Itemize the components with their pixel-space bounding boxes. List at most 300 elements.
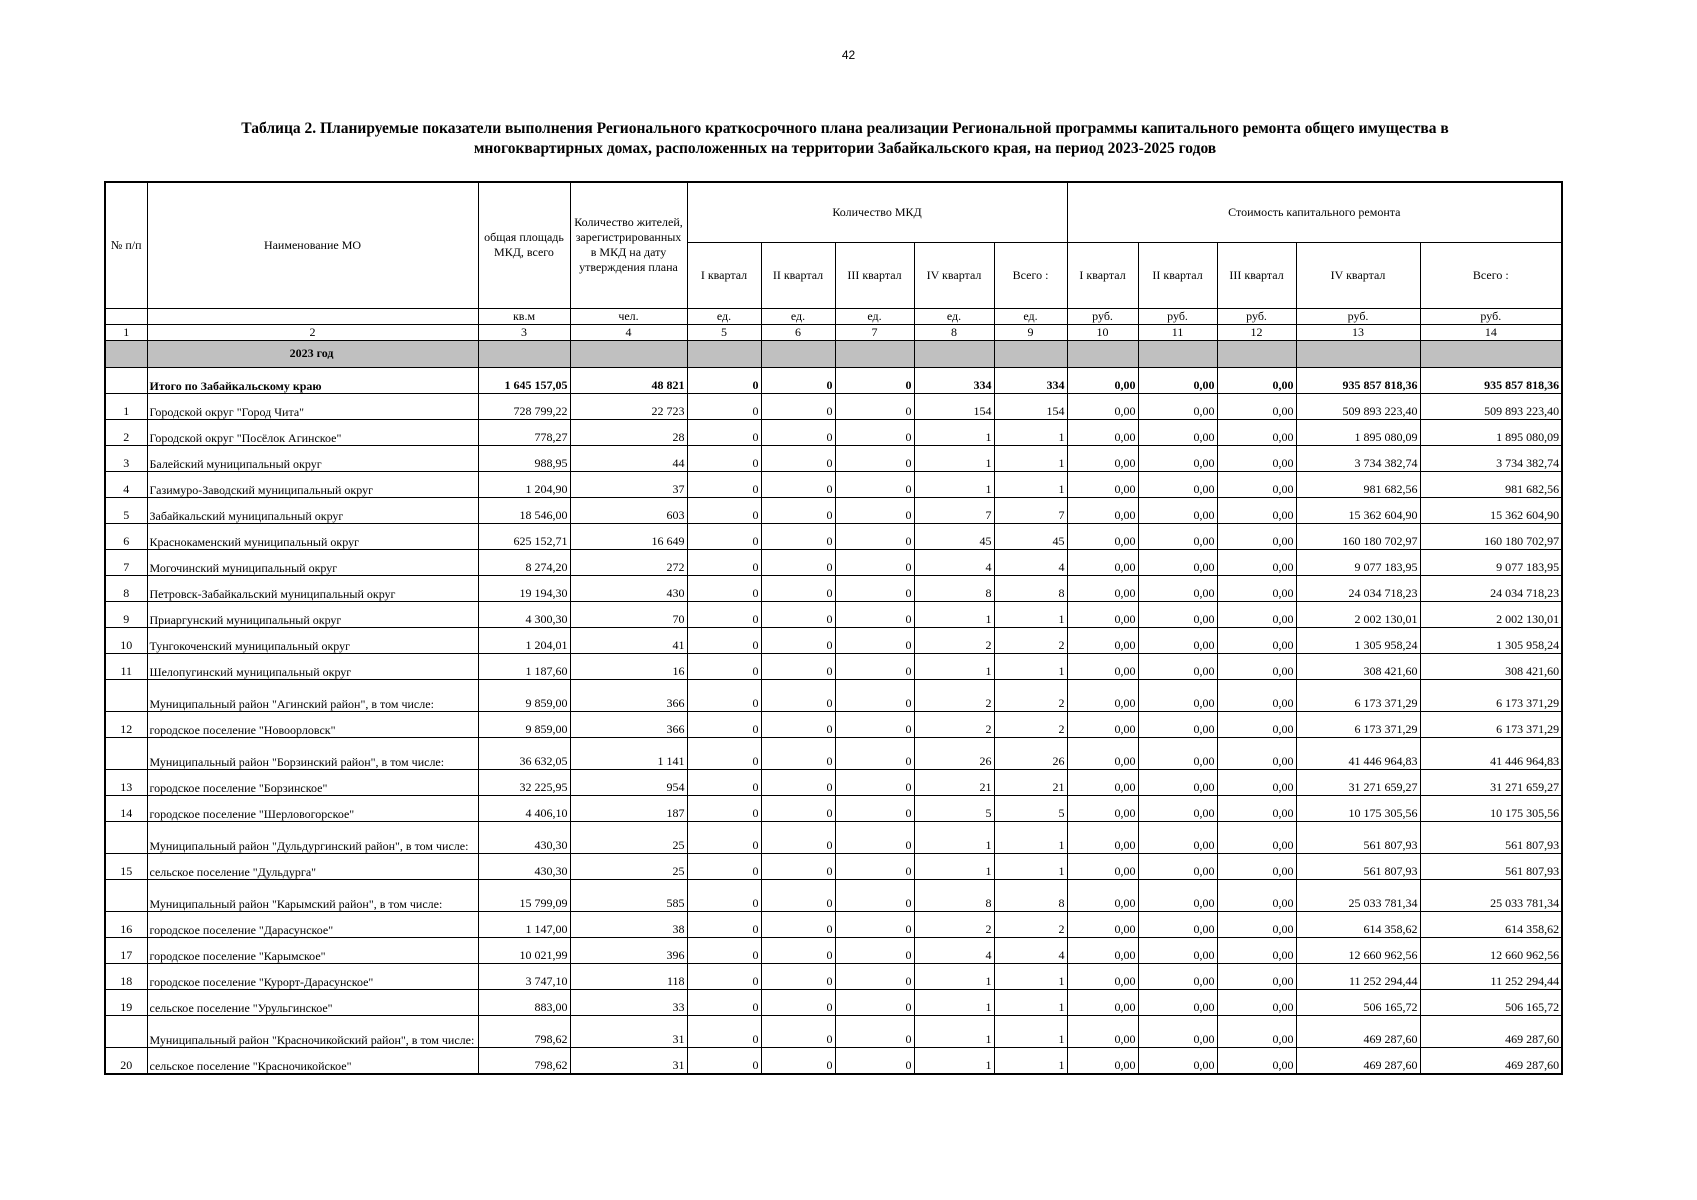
- row-mkd-q4: 1: [914, 1047, 994, 1074]
- row-mkd-q1: 0: [687, 911, 761, 937]
- row-area: 4 406,10: [478, 795, 570, 821]
- row-mkd-q1: 0: [687, 879, 761, 911]
- row-cost-q3: 0,00: [1217, 769, 1296, 795]
- row-number: [105, 879, 147, 911]
- header-mkd-q1: I квартал: [687, 242, 761, 308]
- row-cost-q2: 0,00: [1138, 497, 1217, 523]
- row-cost-q4: 308 421,60: [1296, 653, 1420, 679]
- row-name: Петровск-Забайкальский муниципальный округ: [147, 575, 478, 601]
- row-name: Итого по Забайкальскому краю: [147, 367, 478, 393]
- row-mkd-q3: 0: [835, 497, 914, 523]
- unit-cell: ед.: [761, 308, 835, 324]
- row-number: 3: [105, 445, 147, 471]
- row-mkd-q4: 26: [914, 737, 994, 769]
- row-mkd-q1: 0: [687, 937, 761, 963]
- table-row: [105, 653, 1562, 679]
- row-cost-q1: 0,00: [1067, 679, 1138, 711]
- row-cost-q1: 0,00: [1067, 419, 1138, 445]
- header-cost-q2: II квартал: [1138, 242, 1217, 308]
- row-cost-q4: 15 362 604,90: [1296, 497, 1420, 523]
- row-cost-total: 1 305 958,24: [1420, 627, 1562, 653]
- row-name: Шелопугинский муниципальный округ: [147, 653, 478, 679]
- table-row: [105, 853, 1562, 879]
- title-line-2: многоквартирных домах, расположенных на территории Забайкальского края, на период 2023-2025 годов: [473, 140, 1217, 157]
- row-cost-q4: 981 682,56: [1296, 471, 1420, 497]
- row-mkd-q2: 0: [761, 367, 835, 393]
- row-area: 9 859,00: [478, 679, 570, 711]
- row-residents: 25: [570, 853, 687, 879]
- table-title: [130, 119, 1560, 159]
- row-cost-q3: 0,00: [1217, 989, 1296, 1015]
- row-mkd-total: 1: [994, 1047, 1067, 1074]
- row-number: [105, 679, 147, 711]
- row-cost-q3: 0,00: [1217, 549, 1296, 575]
- row-cost-total: 3 734 382,74: [1420, 445, 1562, 471]
- table-row: [105, 679, 1562, 711]
- column-number-cell: 1: [105, 324, 147, 340]
- row-cost-q3: 0,00: [1217, 653, 1296, 679]
- unit-cell: ед.: [994, 308, 1067, 324]
- row-mkd-q2: 0: [761, 737, 835, 769]
- row-cost-total: 561 807,93: [1420, 853, 1562, 879]
- row-number: 10: [105, 627, 147, 653]
- header-num: № п/п: [105, 182, 147, 308]
- row-mkd-total: 1: [994, 653, 1067, 679]
- row-mkd-total: 5: [994, 795, 1067, 821]
- column-number-cell: 7: [835, 324, 914, 340]
- row-number: 20: [105, 1047, 147, 1074]
- row-cost-q3: 0,00: [1217, 367, 1296, 393]
- row-cost-q3: 0,00: [1217, 601, 1296, 627]
- row-mkd-q3: 0: [835, 1015, 914, 1047]
- row-cost-q1: 0,00: [1067, 601, 1138, 627]
- column-number-cell: 6: [761, 324, 835, 340]
- row-cost-q2: 0,00: [1138, 575, 1217, 601]
- row-area: 798,62: [478, 1047, 570, 1074]
- row-cost-q2: 0,00: [1138, 737, 1217, 769]
- row-mkd-q2: 0: [761, 963, 835, 989]
- unit-cell: [105, 308, 147, 324]
- unit-cell: руб.: [1217, 308, 1296, 324]
- row-mkd-q2: 0: [761, 471, 835, 497]
- row-mkd-total: 2: [994, 679, 1067, 711]
- column-numbers-row: [105, 324, 1562, 340]
- row-cost-q4: 561 807,93: [1296, 853, 1420, 879]
- row-cost-q4: 6 173 371,29: [1296, 711, 1420, 737]
- row-name: Балейский муниципальный округ: [147, 445, 478, 471]
- row-cost-q4: 12 660 962,56: [1296, 937, 1420, 963]
- row-cost-total: 935 857 818,36: [1420, 367, 1562, 393]
- row-cost-q1: 0,00: [1067, 393, 1138, 419]
- table-row: [105, 497, 1562, 523]
- row-number: 6: [105, 523, 147, 549]
- column-number-cell: 12: [1217, 324, 1296, 340]
- row-mkd-q4: 1: [914, 445, 994, 471]
- row-cost-total: 981 682,56: [1420, 471, 1562, 497]
- row-number: 13: [105, 769, 147, 795]
- header-cost-q4: IV квартал: [1296, 242, 1420, 308]
- header-name: Наименование МО: [147, 182, 478, 308]
- row-cost-q2: 0,00: [1138, 937, 1217, 963]
- row-cost-q1: 0,00: [1067, 879, 1138, 911]
- unit-cell: чел.: [570, 308, 687, 324]
- row-cost-q1: 0,00: [1067, 575, 1138, 601]
- row-cost-q2: 0,00: [1138, 419, 1217, 445]
- year-cell-empty: [1296, 340, 1420, 367]
- row-cost-total: 24 034 718,23: [1420, 575, 1562, 601]
- row-residents: 603: [570, 497, 687, 523]
- table-row: [105, 1047, 1562, 1074]
- row-mkd-q2: 0: [761, 769, 835, 795]
- unit-cell: руб.: [1296, 308, 1420, 324]
- table-row: [105, 523, 1562, 549]
- row-mkd-q2: 0: [761, 711, 835, 737]
- column-number-cell: 5: [687, 324, 761, 340]
- row-cost-q2: 0,00: [1138, 769, 1217, 795]
- row-mkd-q2: 0: [761, 1047, 835, 1074]
- row-cost-total: 25 033 781,34: [1420, 879, 1562, 911]
- row-mkd-q3: 0: [835, 393, 914, 419]
- row-mkd-q3: 0: [835, 601, 914, 627]
- row-residents: 187: [570, 795, 687, 821]
- row-cost-q2: 0,00: [1138, 963, 1217, 989]
- row-mkd-q4: 1: [914, 653, 994, 679]
- row-mkd-q1: 0: [687, 549, 761, 575]
- row-mkd-q3: 0: [835, 737, 914, 769]
- row-mkd-total: 8: [994, 575, 1067, 601]
- row-residents: 430: [570, 575, 687, 601]
- row-mkd-q2: 0: [761, 821, 835, 853]
- row-mkd-q4: 2: [914, 627, 994, 653]
- row-cost-q4: 469 287,60: [1296, 1015, 1420, 1047]
- row-mkd-q4: 334: [914, 367, 994, 393]
- row-name: Тунгокоченский муниципальный округ: [147, 627, 478, 653]
- row-mkd-q4: 7: [914, 497, 994, 523]
- row-mkd-q1: 0: [687, 367, 761, 393]
- row-area: 1 187,60: [478, 653, 570, 679]
- row-area: 883,00: [478, 989, 570, 1015]
- row-cost-q3: 0,00: [1217, 911, 1296, 937]
- row-cost-q2: 0,00: [1138, 393, 1217, 419]
- column-number-cell: 11: [1138, 324, 1217, 340]
- row-name: Забайкальский муниципальный округ: [147, 497, 478, 523]
- row-residents: 38: [570, 911, 687, 937]
- row-mkd-q1: 0: [687, 419, 761, 445]
- row-cost-q1: 0,00: [1067, 445, 1138, 471]
- row-mkd-q3: 0: [835, 627, 914, 653]
- row-mkd-q3: 0: [835, 853, 914, 879]
- unit-cell: [147, 308, 478, 324]
- row-cost-q4: 41 446 964,83: [1296, 737, 1420, 769]
- row-residents: 272: [570, 549, 687, 575]
- table-row: [105, 737, 1562, 769]
- row-mkd-q2: 0: [761, 419, 835, 445]
- row-number: 11: [105, 653, 147, 679]
- row-mkd-total: 1: [994, 445, 1067, 471]
- table-row: [105, 393, 1562, 419]
- row-mkd-total: 26: [994, 737, 1067, 769]
- row-cost-q1: 0,00: [1067, 711, 1138, 737]
- row-mkd-q3: 0: [835, 879, 914, 911]
- row-mkd-total: 4: [994, 937, 1067, 963]
- row-number: 8: [105, 575, 147, 601]
- row-cost-q1: 0,00: [1067, 737, 1138, 769]
- header-residents: Количество жителей, зарегистрированных в МКД на дату утверждения плана: [570, 182, 687, 308]
- row-cost-q2: 0,00: [1138, 601, 1217, 627]
- unit-cell: ед.: [914, 308, 994, 324]
- row-cost-q4: 9 077 183,95: [1296, 549, 1420, 575]
- row-number: 16: [105, 911, 147, 937]
- row-cost-total: 6 173 371,29: [1420, 711, 1562, 737]
- row-mkd-q3: 0: [835, 471, 914, 497]
- row-number: 14: [105, 795, 147, 821]
- row-area: 798,62: [478, 1015, 570, 1047]
- row-cost-q4: 31 271 659,27: [1296, 769, 1420, 795]
- header-mkd-group: Количество МКД: [687, 182, 1067, 242]
- row-mkd-q4: 5: [914, 795, 994, 821]
- row-name: Муниципальный район "Дульдургинский район", в том числе:: [147, 821, 478, 853]
- row-mkd-q4: 1: [914, 963, 994, 989]
- row-number: [105, 1015, 147, 1047]
- row-cost-q2: 0,00: [1138, 911, 1217, 937]
- row-cost-q4: 25 033 781,34: [1296, 879, 1420, 911]
- row-area: 1 204,90: [478, 471, 570, 497]
- row-area: 32 225,95: [478, 769, 570, 795]
- year-cell-empty: [1138, 340, 1217, 367]
- row-cost-total: 469 287,60: [1420, 1015, 1562, 1047]
- unit-cell: руб.: [1067, 308, 1138, 324]
- row-residents: 31: [570, 1015, 687, 1047]
- row-area: 430,30: [478, 821, 570, 853]
- row-mkd-total: 45: [994, 523, 1067, 549]
- row-mkd-total: 1: [994, 601, 1067, 627]
- row-cost-total: 41 446 964,83: [1420, 737, 1562, 769]
- row-cost-q2: 0,00: [1138, 445, 1217, 471]
- row-mkd-q4: 1: [914, 853, 994, 879]
- row-mkd-q3: 0: [835, 937, 914, 963]
- header-cost-total: Всего :: [1420, 242, 1562, 308]
- row-cost-q4: 24 034 718,23: [1296, 575, 1420, 601]
- row-mkd-total: 4: [994, 549, 1067, 575]
- row-number: 18: [105, 963, 147, 989]
- row-cost-q3: 0,00: [1217, 419, 1296, 445]
- row-mkd-q1: 0: [687, 769, 761, 795]
- row-mkd-q4: 1: [914, 821, 994, 853]
- row-mkd-q2: 0: [761, 937, 835, 963]
- row-cost-q2: 0,00: [1138, 1047, 1217, 1074]
- row-mkd-q1: 0: [687, 653, 761, 679]
- row-cost-q3: 0,00: [1217, 679, 1296, 711]
- header-mkd-q3: III квартал: [835, 242, 914, 308]
- year-cell-empty: [914, 340, 994, 367]
- row-area: 15 799,09: [478, 879, 570, 911]
- row-cost-q2: 0,00: [1138, 989, 1217, 1015]
- table-row: [105, 627, 1562, 653]
- header-mkd-q2: II квартал: [761, 242, 835, 308]
- row-cost-q4: 10 175 305,56: [1296, 795, 1420, 821]
- row-mkd-q1: 0: [687, 601, 761, 627]
- row-cost-q4: 561 807,93: [1296, 821, 1420, 853]
- row-cost-q2: 0,00: [1138, 653, 1217, 679]
- row-number: 7: [105, 549, 147, 575]
- row-number: [105, 367, 147, 393]
- row-cost-q3: 0,00: [1217, 879, 1296, 911]
- column-number-cell: 14: [1420, 324, 1562, 340]
- row-mkd-total: 1: [994, 821, 1067, 853]
- year-cell-empty: [994, 340, 1067, 367]
- units-row: [105, 308, 1562, 324]
- row-area: 728 799,22: [478, 393, 570, 419]
- row-mkd-total: 334: [994, 367, 1067, 393]
- row-residents: 954: [570, 769, 687, 795]
- row-name: городское поселение "Дарасунское": [147, 911, 478, 937]
- table-row: [105, 549, 1562, 575]
- row-cost-q2: 0,00: [1138, 795, 1217, 821]
- row-name: Муниципальный район "Красночикойский район", в том числе:: [147, 1015, 478, 1047]
- row-mkd-q1: 0: [687, 737, 761, 769]
- row-mkd-q2: 0: [761, 549, 835, 575]
- row-cost-q4: 614 358,62: [1296, 911, 1420, 937]
- row-cost-q3: 0,00: [1217, 737, 1296, 769]
- table-row: [105, 445, 1562, 471]
- row-mkd-q2: 0: [761, 911, 835, 937]
- row-area: 4 300,30: [478, 601, 570, 627]
- row-mkd-total: 21: [994, 769, 1067, 795]
- row-mkd-q3: 0: [835, 653, 914, 679]
- row-mkd-q3: 0: [835, 821, 914, 853]
- row-mkd-total: 1: [994, 963, 1067, 989]
- row-cost-q4: 2 002 130,01: [1296, 601, 1420, 627]
- row-cost-q3: 0,00: [1217, 471, 1296, 497]
- row-area: 778,27: [478, 419, 570, 445]
- row-cost-total: 31 271 659,27: [1420, 769, 1562, 795]
- row-cost-total: 308 421,60: [1420, 653, 1562, 679]
- row-mkd-q1: 0: [687, 989, 761, 1015]
- row-name: городское поселение "Шерловогорское": [147, 795, 478, 821]
- row-cost-q1: 0,00: [1067, 963, 1138, 989]
- row-cost-q1: 0,00: [1067, 795, 1138, 821]
- row-mkd-total: 2: [994, 627, 1067, 653]
- row-mkd-q1: 0: [687, 679, 761, 711]
- row-residents: 22 723: [570, 393, 687, 419]
- unit-cell: руб.: [1138, 308, 1217, 324]
- row-mkd-total: 2: [994, 711, 1067, 737]
- row-mkd-q4: 1: [914, 471, 994, 497]
- row-mkd-q2: 0: [761, 393, 835, 419]
- row-mkd-q2: 0: [761, 653, 835, 679]
- total-row: [105, 367, 1562, 393]
- row-area: 1 147,00: [478, 911, 570, 937]
- unit-cell: ед.: [687, 308, 761, 324]
- row-mkd-q1: 0: [687, 627, 761, 653]
- row-residents: 41: [570, 627, 687, 653]
- row-residents: 585: [570, 879, 687, 911]
- row-cost-q1: 0,00: [1067, 497, 1138, 523]
- row-area: 625 152,71: [478, 523, 570, 549]
- row-mkd-q4: 4: [914, 937, 994, 963]
- row-number: 19: [105, 989, 147, 1015]
- row-mkd-q4: 45: [914, 523, 994, 549]
- row-mkd-q2: 0: [761, 575, 835, 601]
- row-residents: 366: [570, 711, 687, 737]
- row-mkd-q1: 0: [687, 393, 761, 419]
- row-mkd-q3: 0: [835, 679, 914, 711]
- year-cell-empty: [1420, 340, 1562, 367]
- row-mkd-q1: 0: [687, 575, 761, 601]
- row-cost-q3: 0,00: [1217, 1015, 1296, 1047]
- column-number-cell: 2: [147, 324, 478, 340]
- row-cost-q1: 0,00: [1067, 549, 1138, 575]
- row-mkd-q3: 0: [835, 769, 914, 795]
- table-row: [105, 911, 1562, 937]
- column-number-cell: 10: [1067, 324, 1138, 340]
- row-mkd-total: 1: [994, 471, 1067, 497]
- row-cost-q3: 0,00: [1217, 937, 1296, 963]
- row-name: Газимуро-Заводский муниципальный округ: [147, 471, 478, 497]
- row-cost-total: 561 807,93: [1420, 821, 1562, 853]
- row-name: сельское поселение "Дульдурга": [147, 853, 478, 879]
- row-area: 3 747,10: [478, 963, 570, 989]
- table-row: [105, 471, 1562, 497]
- row-mkd-q3: 0: [835, 795, 914, 821]
- row-cost-q3: 0,00: [1217, 575, 1296, 601]
- row-mkd-q3: 0: [835, 963, 914, 989]
- row-cost-q1: 0,00: [1067, 471, 1138, 497]
- row-cost-q4: 509 893 223,40: [1296, 393, 1420, 419]
- year-cell-empty: [1067, 340, 1138, 367]
- row-cost-q1: 0,00: [1067, 853, 1138, 879]
- row-residents: 118: [570, 963, 687, 989]
- row-mkd-total: 154: [994, 393, 1067, 419]
- capital-repair-plan-table: [104, 181, 1563, 1075]
- row-mkd-total: 7: [994, 497, 1067, 523]
- table-row: [105, 601, 1562, 627]
- row-mkd-q1: 0: [687, 711, 761, 737]
- row-cost-q2: 0,00: [1138, 523, 1217, 549]
- row-cost-total: 2 002 130,01: [1420, 601, 1562, 627]
- row-residents: 44: [570, 445, 687, 471]
- row-name: Муниципальный район "Карымский район", в том числе:: [147, 879, 478, 911]
- row-cost-total: 160 180 702,97: [1420, 523, 1562, 549]
- row-number: 5: [105, 497, 147, 523]
- row-number: 17: [105, 937, 147, 963]
- row-name: сельское поселение "Красночикойское": [147, 1047, 478, 1074]
- row-area: 8 274,20: [478, 549, 570, 575]
- row-mkd-total: 1: [994, 419, 1067, 445]
- row-number: 1: [105, 393, 147, 419]
- row-area: 1 204,01: [478, 627, 570, 653]
- row-residents: 25: [570, 821, 687, 853]
- row-mkd-q3: 0: [835, 1047, 914, 1074]
- row-mkd-total: 8: [994, 879, 1067, 911]
- row-mkd-q2: 0: [761, 523, 835, 549]
- table-row: [105, 963, 1562, 989]
- row-cost-q4: 1 895 080,09: [1296, 419, 1420, 445]
- column-number-cell: 3: [478, 324, 570, 340]
- row-mkd-q2: 0: [761, 879, 835, 911]
- table-row: [105, 879, 1562, 911]
- row-mkd-q1: 0: [687, 445, 761, 471]
- row-area: 36 632,05: [478, 737, 570, 769]
- year-cell-empty: [687, 340, 761, 367]
- header-mkd-total: Всего :: [994, 242, 1067, 308]
- table-row: [105, 1015, 1562, 1047]
- row-mkd-q4: 2: [914, 911, 994, 937]
- row-area: 988,95: [478, 445, 570, 471]
- year-cell-empty: [1217, 340, 1296, 367]
- row-name: Муниципальный район "Борзинский район", в том числе:: [147, 737, 478, 769]
- row-residents: 16 649: [570, 523, 687, 549]
